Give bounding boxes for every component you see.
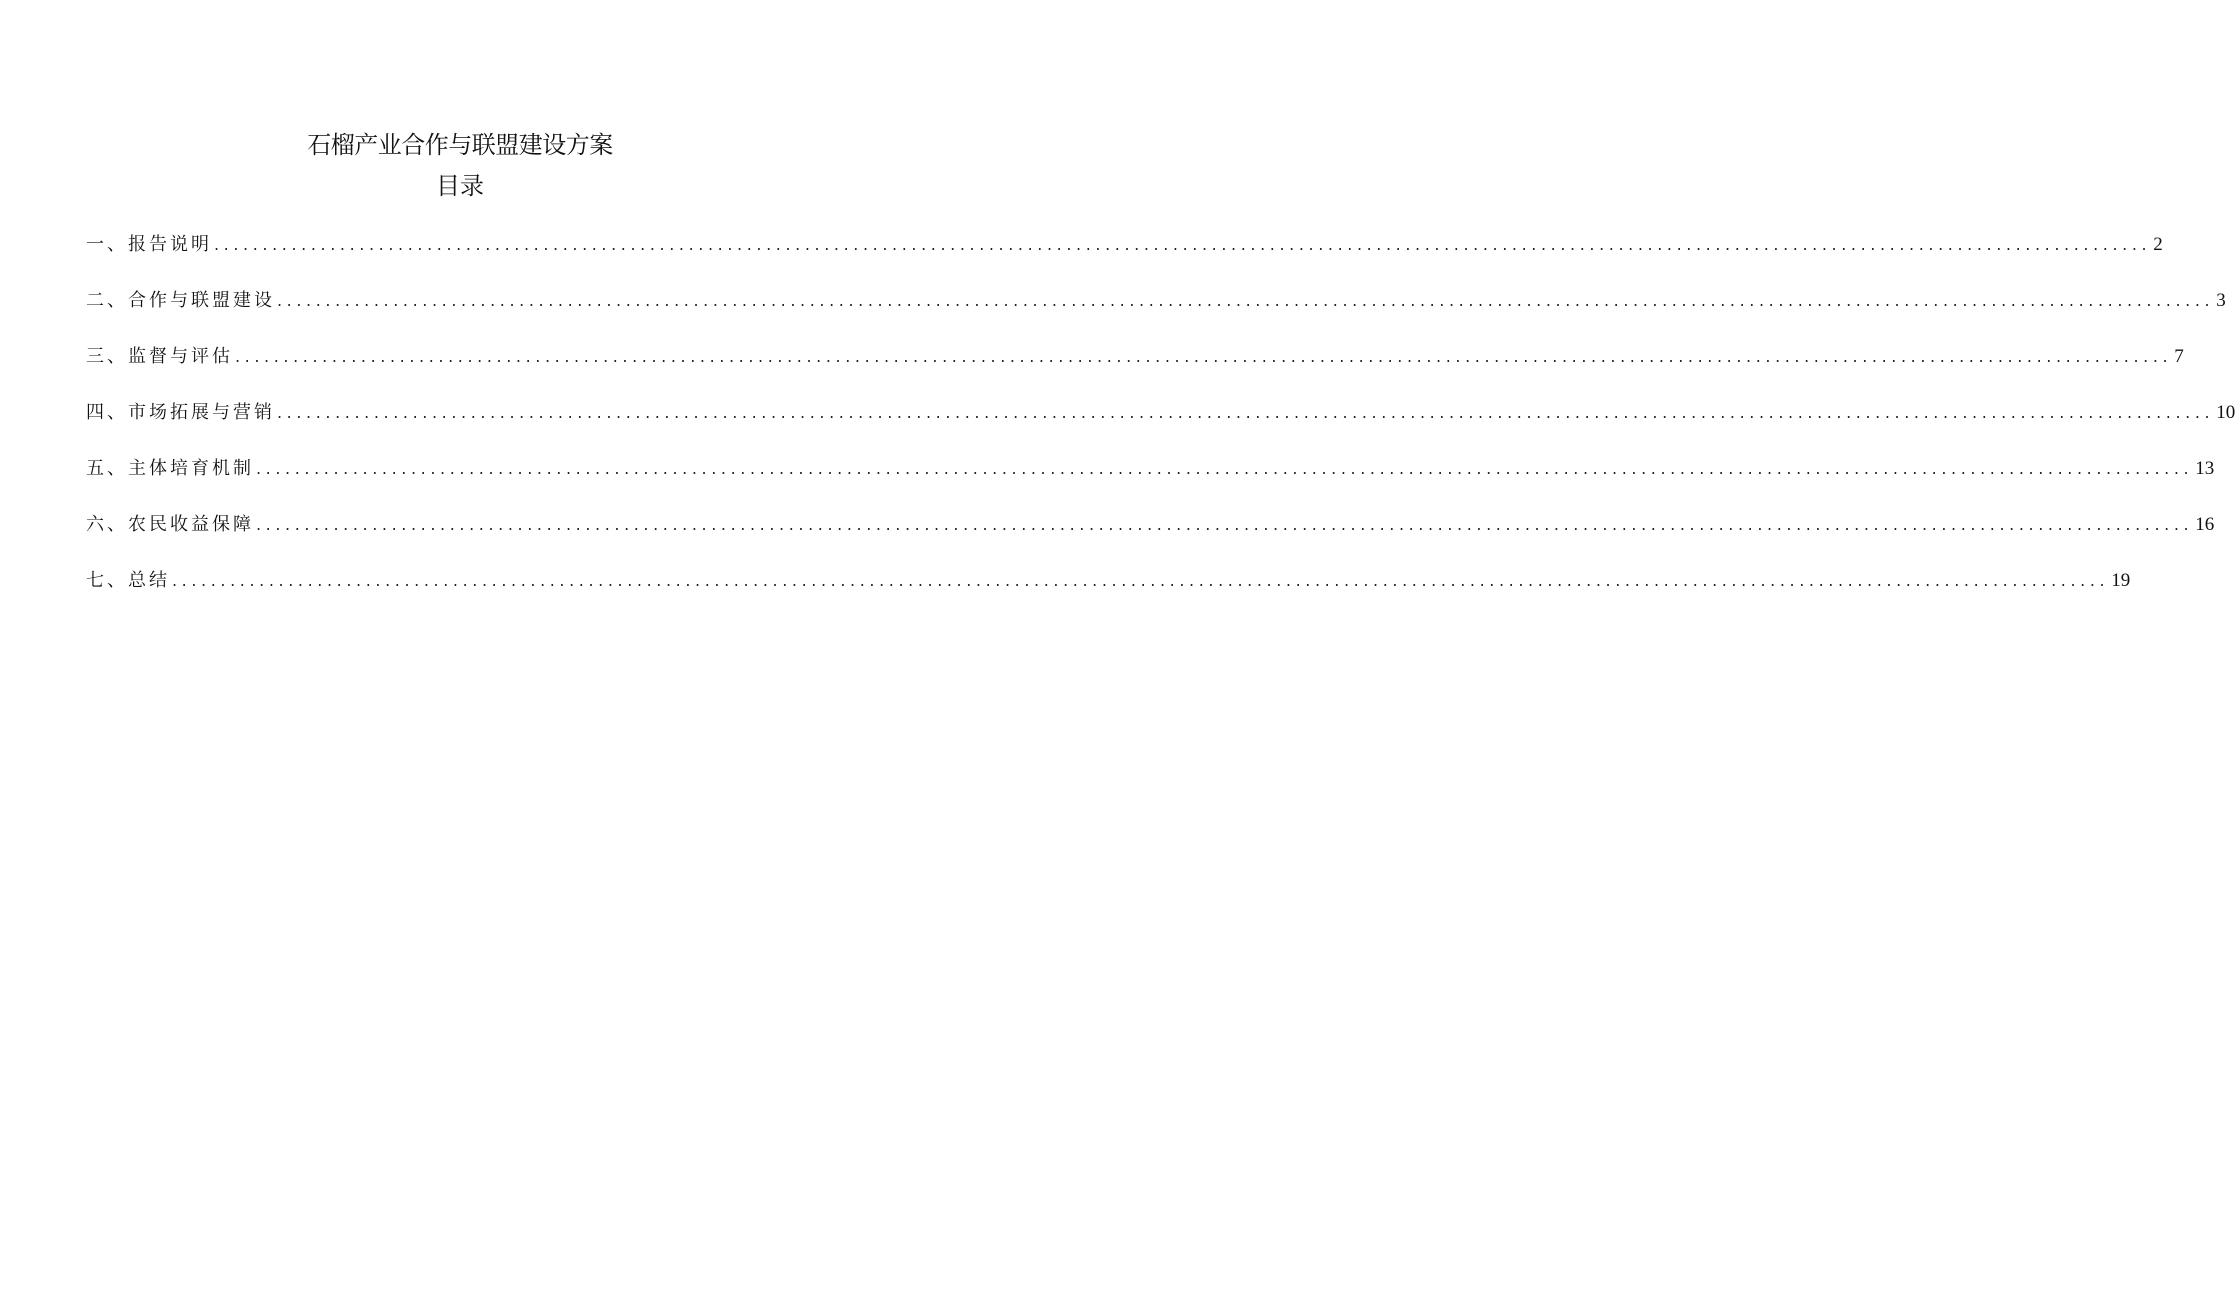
toc-entry-label: 五、主体培育机制 (86, 458, 254, 479)
toc-entry-supervision-evaluation[interactable] (86, 342, 2184, 398)
toc-entry-label: 七、总结 (86, 570, 170, 591)
toc-dot-leader: ........................................................................................................................................................................................................ (277, 403, 2215, 422)
toc-entry-label: 六、农民收益保障 (86, 514, 254, 535)
toc-page-number: 2 (2153, 234, 2163, 255)
toc-entry-report-description[interactable] (86, 230, 2163, 286)
toc-dot-leader: ........................................................................................................................................................................................................ (277, 291, 2215, 310)
toc-entry-label: 一、报告说明 (86, 234, 212, 255)
toc-dot-leader: ........................................................................................................................................................................................................ (235, 347, 2173, 366)
toc-page-number: 10 (2216, 402, 2235, 423)
toc-entry-market-expansion[interactable] (86, 398, 2235, 454)
toc-dot-leader: ........................................................................................................................................................................................................ (256, 459, 2194, 478)
toc-dot-leader: ........................................................................................................................................................................................................ (214, 235, 2152, 254)
toc-page-number: 16 (2195, 514, 2215, 535)
toc-dot-leader: ........................................................................................................................................................................................................ (172, 571, 2110, 590)
toc-page-number: 19 (2111, 570, 2131, 591)
toc-heading: 目录 (436, 172, 484, 200)
toc-entry-entity-cultivation[interactable] (86, 454, 2215, 510)
toc-entry-label: 三、监督与评估 (86, 346, 233, 367)
toc-page-number: 3 (2216, 290, 2226, 311)
table-of-contents (86, 230, 2235, 622)
document-title: 石榴产业合作与联盟建设方案 (307, 131, 613, 159)
toc-entry-label: 四、市场拓展与营销 (86, 402, 275, 423)
toc-dot-leader: ........................................................................................................................................................................................................ (256, 515, 2194, 534)
toc-page-number: 13 (2195, 458, 2215, 479)
toc-page-number: 7 (2174, 346, 2184, 367)
toc-entry-farmer-income[interactable] (86, 510, 2215, 566)
toc-entry-label: 二、合作与联盟建设 (86, 290, 275, 311)
toc-entry-summary[interactable] (86, 566, 2131, 622)
toc-entry-cooperation-alliance[interactable] (86, 286, 2226, 342)
